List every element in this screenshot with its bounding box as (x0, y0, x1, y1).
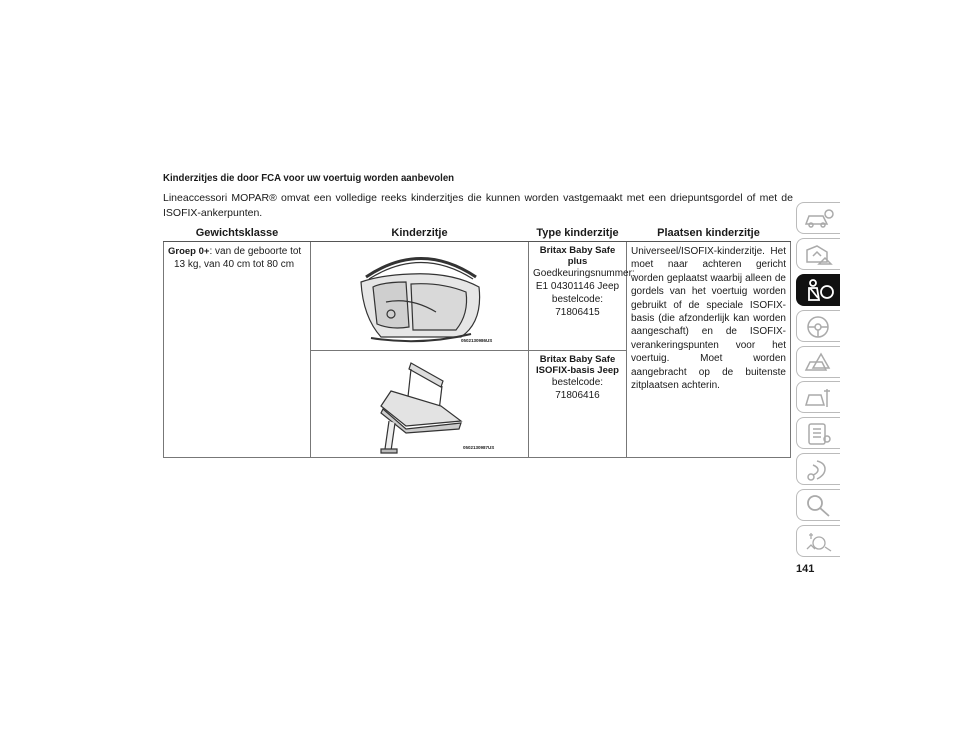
header-weight-class: Gewichtsklasse (164, 224, 311, 242)
group-label: Groep 0+ (168, 246, 210, 257)
tab-emergency[interactable] (796, 346, 840, 378)
order-code-1: bestelcode: 71806415 (551, 294, 604, 318)
car-info-icon (803, 206, 835, 232)
tab-dashboard[interactable] (796, 238, 840, 270)
table-header-row (164, 224, 791, 242)
search-index-icon (803, 493, 835, 519)
tab-multimedia[interactable] (796, 453, 840, 485)
header-seat-type: Type kinderzitje (529, 224, 627, 242)
tab-safety[interactable] (796, 274, 840, 306)
section-heading: Kinderzitjes die door FCA voor uw voertuig worden aanbevolen (163, 172, 455, 184)
header-seat-placement: Plaatsen kinderzitje (627, 224, 791, 242)
language-icon (803, 529, 835, 555)
dashboard-warning-icon (803, 242, 835, 268)
tab-specifications[interactable] (796, 417, 840, 449)
tab-search[interactable] (796, 489, 840, 521)
intro-paragraph: Lineaccessori MOPAR® omvat een volledige reeks kinderzitjes die kunnen worden vastgemaakt met een driepuntsgordel of met de ISOFIX-ankerpunten. (163, 192, 793, 219)
chapter-tabs (796, 202, 840, 561)
tab-language[interactable] (796, 525, 840, 557)
tab-driving[interactable] (796, 310, 840, 342)
baby-seat-image-cell (311, 242, 529, 351)
isofix-base-illustration (311, 351, 529, 457)
group-text-first: : van de geboorte tot (209, 246, 302, 257)
image-code-1: 0502130986US (461, 338, 493, 343)
seat-type-cell-2 (529, 351, 627, 458)
approval-number: E1 04301146 Jeep (535, 281, 620, 292)
group-text-rest: 13 kg, van 40 cm tot 80 cm (174, 259, 295, 270)
table-row (164, 242, 791, 351)
tab-service[interactable] (796, 381, 840, 413)
page-number: 141 (796, 563, 815, 575)
order-code-2: bestelcode: 71806416 (551, 377, 604, 401)
placement-text: Universeel/ISOFIX-kinderzitje. Het moet naar achteren gericht worden geplaatst waarbij alleen de gordels van het voertuig worden gebruikt of de speciale ISOFIX-basis (die afzonderlijk kan worden aangeschaft) en de ISOFIX-verankeringspunten voor het voertuig. Moet worden aangebracht op de buitenste zitplaatsen achterin. (631, 246, 786, 392)
image-code-2: 0502130987US (463, 445, 495, 450)
steering-wheel-icon (803, 314, 835, 340)
seatbelt-safety-icon (803, 278, 835, 304)
isofix-base-image-cell (311, 351, 529, 458)
baby-carrier-illustration (311, 242, 529, 350)
placement-cell (627, 242, 791, 458)
multimedia-icon (803, 457, 835, 483)
car-service-icon (803, 385, 835, 411)
model-name-1: Britax Baby Safe plus (539, 245, 616, 267)
model-name-2: Britax Baby Safe (539, 354, 616, 365)
seat-type-cell-1 (529, 242, 635, 351)
specifications-icon (803, 421, 835, 447)
weight-class-cell (164, 242, 311, 458)
approval-label: Goedkeuringsnummer: (533, 268, 635, 279)
model-name-2b: ISOFIX-basis Jeep (536, 365, 619, 376)
header-child-seat: Kinderzitje (311, 224, 529, 242)
roadside-emergency-icon (803, 350, 835, 376)
child-seat-table (163, 224, 791, 458)
tab-car-info[interactable] (796, 202, 840, 234)
